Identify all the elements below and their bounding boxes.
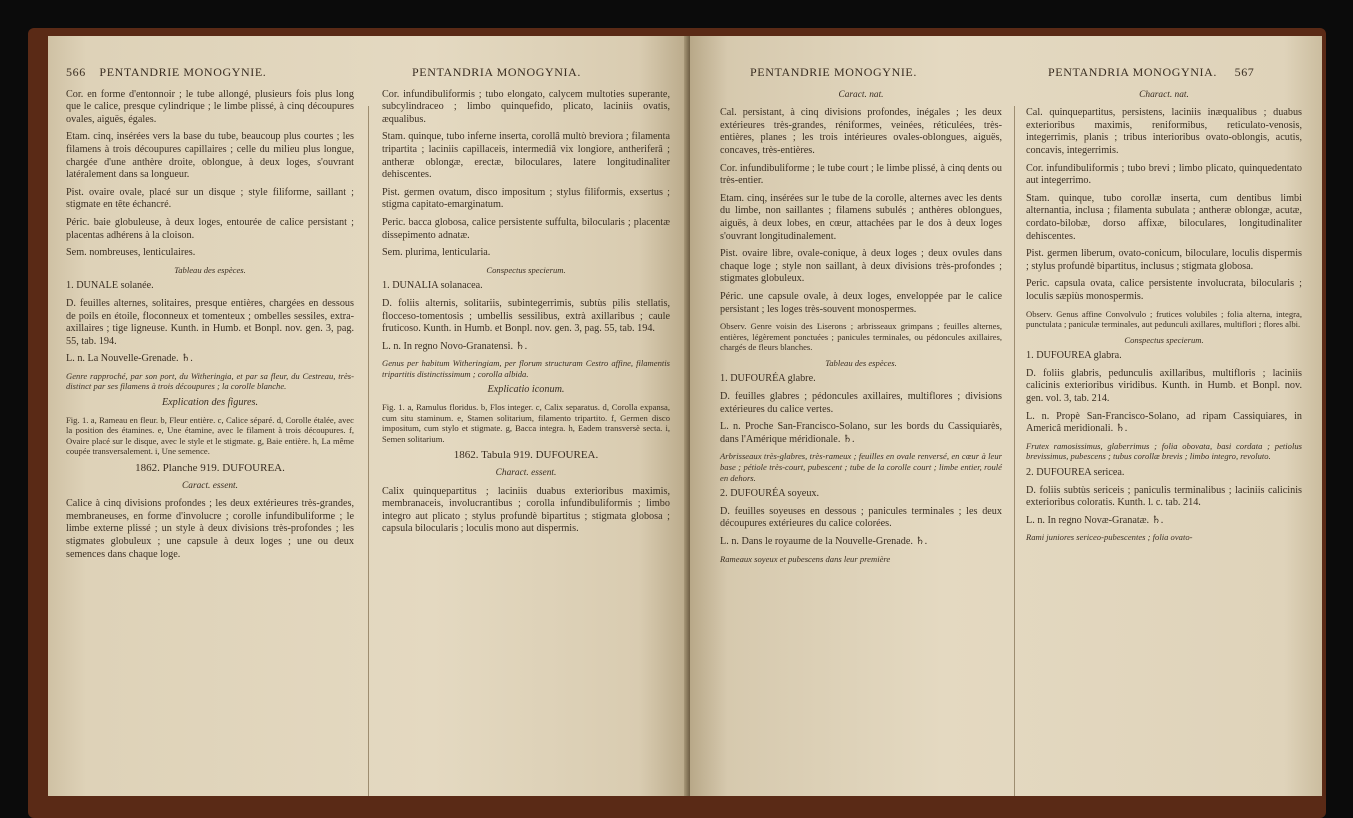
paragraph: Péric. baie globuleuse, à deux loges, entourée de calice persistant ; placentas adhérens à la cloison. [66, 216, 354, 241]
plate-heading: 1862. Planche 919. DUFOUREA. [135, 462, 285, 475]
header-title: PENTANDRIE MONOGYNIE. [99, 65, 267, 79]
species-description: D. feuilles glabres ; pédoncules axillaires, multiflores ; divisions extérieures du calice vertes. [720, 391, 1002, 415]
right-page [690, 36, 1322, 796]
note: Frutex ramosissimus, glaberrimus ; folia obovata, basi cordata ; petiolus brevissimus, pubescens ; tubus corollæ brevis ; limbo integro, revoluto. [1026, 440, 1302, 462]
species-name: 2. DUFOUREA sericea. [1026, 467, 1125, 479]
note: Genus per habitum Witheringiam, per florum structuram Cestro affine, filamentis tripartitis distinctissimum ; corolla albida. [382, 358, 670, 379]
section-title: Tableau des espèces. [174, 264, 246, 275]
right-page-french-column [720, 66, 1002, 569]
right-page-latin-column [1026, 66, 1302, 548]
species-description: D. feuilles soyeuses en dessous ; panicules terminales ; les deux découpures extérieures du calice colorées. [720, 505, 1002, 530]
locality: L. n. In regno Novo-Granatensi. ♄. [382, 340, 528, 352]
paragraph: Sem. plurima, lenticularia. [382, 247, 491, 259]
species-description: D. feuilles alternes, solitaires, presque entières, chargées en dessous de poils en étoile, floconneux et tomenteux ; ombelles sessiles, extra-axillaires ; tige ligneuse. Kunth. in Humb. et Bonpl. nov. gen. 3, pag. 55, tab. 194. [66, 297, 354, 347]
paragraph: Péric. une capsule ovale, à deux loges, enveloppée par le calice persistant ; les loges très-souvent monospermes. [720, 290, 1002, 315]
locality: L. n. La Nouvelle-Grenade. ♄. [66, 353, 193, 365]
paragraph: Pist. germen liberum, ovato-conicum, biloculare, loculis dispermis ; stylus profundè bipartitus, inclusus ; stigmata globosa. [1026, 248, 1302, 272]
locality: L. n. Propè San-Francisco-Solano, ad ripam Cassiquiares, in Americâ meridionali. ♄. [1026, 410, 1302, 435]
header-title: PENTANDRIE MONOGYNIE. [750, 65, 917, 79]
paragraph: Cor. infundibuliformis ; tubo brevi ; limbo plicato, quinquedentato aut integerrimo. [1026, 162, 1302, 187]
section-title: Conspectus specierum. [1124, 334, 1204, 345]
species-name: 2. DUFOURÉA soyeux. [720, 488, 820, 500]
paragraph: Cal. quinquepartitus, persistens, laciniis inæqualibus ; duabus exterioribus maximis, reniformibus, reticulato-venosis, integerrimis, planis ; tribus interioribus ovato-oblongis, acutis, concavis, integerrimis. [1026, 107, 1302, 156]
paragraph: Peric. capsula ovata, calice persistente involucrata, bilocularis ; loculis sæpiùs monospermis. [1026, 278, 1302, 302]
column-rule [1014, 106, 1015, 796]
explanation-title: Explicatio iconum. [487, 384, 565, 396]
running-header [1026, 66, 1302, 79]
locality: L. n. In regno Novæ-Granatæ. ♄. [1026, 514, 1164, 526]
species-description: D. foliis subtùs sericeis ; paniculis terminalibus ; laciniis calicinis exterioribus coloratis. Kunth. l. c. tab. 214. [1026, 484, 1302, 509]
locality: L. n. Proche San-Francisco-Solano, sur les bords du Cassiquiarès, dans l'Amérique méridionale. ♄. [720, 421, 1002, 445]
paragraph: Pist. ovaire libre, ovale-conique, à deux loges ; deux ovules dans chaque loge ; style non saillant, à deux divisions très-profondes ; stigmates globuleux. [720, 248, 1002, 285]
note: Rameaux soyeux et pubescens dans leur première [720, 553, 891, 564]
page-number: 566 [66, 65, 86, 79]
plate-heading: 1862. Tabula 919. DUFOUREA. [453, 449, 599, 462]
note: Rami juniores sericeo-pubescentes ; folia ovato- [1026, 532, 1193, 543]
left-page [48, 36, 690, 796]
species-name: 1. DUNALIA solanacea. [382, 280, 483, 292]
paragraph: Cor. infundibuliformis ; tubo elongato, calycem multoties superante, subcylindraceo ; limbo quinquefido, plicato, laciniis ovatis, æqualibus. [382, 88, 670, 125]
essential-character: Calix quinquepartitus ; laciniis duabus exterioribus maximis, membranaceis, involucrantibus ; corolla infundibuliformis ; limbo integro aut plicato ; stylus profundè bipartitus ; stigmata globosa ; capsula bilocularis ; loculis mono aut dispermis. [382, 485, 670, 535]
left-page-latin-column [382, 66, 670, 541]
explanation-text: Fig. 1. a, Rameau en fleur. b, Fleur entière. c, Calice séparé. d, Corolle étalée, avec la position des étamines. e, Une étamine, avec le filament à trois découpures. f, Ovaire placé sur le disque, avec le style et le stigmate. g, Baie entière. h, La même coupée transversalement. i, Une semence. [66, 414, 354, 457]
essential-character: Calice à cinq divisions profondes ; les deux extérieures très-grandes, membraneuses, en forme d'involucre ; corolle infundibuliforme ; le limbe externe plissé ; un style à deux divisions très-profondes ; les stigmates globuleux ; une capsule à deux loges ; une ou deux semences dans chaque loge. [66, 498, 354, 560]
observation: Observ. Genre voisin des Liserons ; arbrisseaux grimpans ; feuilles alternes, entières, légèrement ponctuées ; panicules terminales, ou pédoncules axillaires, chargés de fleurs blanches. [720, 321, 1002, 353]
left-page-french-column [66, 66, 354, 566]
note: Arbrisseaux très-glabres, très-rameux ; feuilles en ovale renversé, en cœur à leur base ; pétiole très-court, pubescent ; tube de la corolle court ; limbe entier, roulé en dehors. [720, 451, 1002, 483]
paragraph: Pist. ovaire ovale, placé sur un disque ; style filiforme, saillant ; stigmate en tête échancré. [66, 186, 354, 211]
note: Genre rapproché, par son port, du Witheringia, et par sa fleur, du Cestreau, très-distinct par ses filamens à trois découpures ; la corolle blanche. [66, 370, 354, 392]
running-header [382, 66, 670, 79]
paragraph: Pist. germen ovatum, disco impositum ; stylus filiformis, exsertus ; stigma capitato-emarginatum. [382, 186, 670, 211]
species-description: D. foliis glabris, pedunculis axillaribus, multifloris ; laciniis calicinis exterioribus viridibus. Kunth. in Humb. et Bonpl. nov. gen. vol. 3, tab. 214. [1026, 367, 1302, 405]
observation: Observ. Genus affine Convolvulo ; frutices volubiles ; folia alterna, integra, punctulata ; paniculæ terminales, aut pedunculi axillares, multiflori ; flores albi. [1026, 308, 1302, 330]
section-title: Tableau des espèces. [825, 357, 897, 368]
paragraph: Cor. infundibuliforme ; le tube court ; le limbe plissé, à cinq dents ou très-entier. [720, 162, 1002, 187]
species-name: 1. DUNALE solanée. [66, 280, 154, 292]
paragraph: Etam. cinq, insérées sur le tube de la corolle, alternes avec les dents du limbe, non saillantes ; filamens subulés ; anthères oblongues, aiguës, à deux lobes, en cœur, attachées par le dos à deux loges s'ouvrant longitudinalement. [720, 192, 1002, 242]
paragraph: Sem. nombreuses, lenticulaires. [66, 247, 196, 259]
species-name: 1. DUFOUREA glabra. [1026, 350, 1122, 362]
species-description: D. foliis alternis, solitariis, subintegerrimis, subtùs pilis stellatis, flocceso-tomentosis ; umbellis sessilibus, extrà axillaribus ; caule fruticoso. Kunth. in Humb. et Bonpl. nov. gen. 3, pag. 55, tab. 194. [382, 297, 670, 335]
paragraph: Stam. quinque, tubo corollæ inserta, cum dentibus limbi alternantia, inclusa ; filamenta subulata ; antheræ oblongæ, acutæ, cordato-bilobæ, dorso affixæ, biloculares, longitudinaliter dehiscentes. [1026, 192, 1302, 242]
explanation-text: Fig. 1. a, Ramulus floridus. b, Flos integer. c, Calix separatus. d, Corolla expansa, cum situ staminum. e, Stamen solitarium, filamento tripartito. f, Germen disco impositum, cum stylo et stigmate. g, Bacca integra. h, Eadem transversè secta. i, Semen solitarium. [382, 402, 670, 444]
paragraph: Cor. en forme d'entonnoir ; le tube allongé, plusieurs fois plus long que le calice, presque cylindrique ; le limbe plissé, à cinq découpures ovales, aiguës, égales. [66, 88, 354, 125]
running-header [66, 66, 354, 79]
paragraph: Peric. bacca globosa, calice persistente suffulta, bilocularis ; placentæ dissepimento adnatæ. [382, 216, 670, 241]
paragraph: Etam. cinq, insérées vers la base du tube, beaucoup plus courtes ; les filamens à trois découpures capillaires ; celle du milieu plus longue, chargée d'une anthère droite, oblongue, à deux loges, s'ouvrant latéralement dans sa longueur. [66, 131, 354, 181]
paragraph: Cal. persistant, à cinq divisions profondes, inégales ; les deux extérieures très-grandes, réniformes, veinées, réticulées, très-entières, planes ; les trois intérieures ovales-oblongues, aiguës, concaves, très-entières. [720, 107, 1002, 156]
column-rule [368, 106, 369, 796]
running-header [720, 66, 1002, 79]
header-title: PENTANDRIA MONOGYNIA. [412, 65, 581, 79]
header-title: PENTANDRIA MONOGYNIA. [1048, 65, 1217, 79]
character-heading: Caract. nat. [838, 89, 884, 100]
character-heading: Caract. essent. [182, 480, 238, 491]
page-number: 567 [1234, 65, 1255, 79]
section-title: Conspectus specierum. [486, 264, 566, 275]
character-heading: Charact. essent. [495, 468, 557, 479]
species-name: 1. DUFOURÉA glabre. [720, 373, 816, 385]
paragraph: Stam. quinque, tubo inferne inserta, corollâ multò breviora ; filamenta tripartita ; laciniis capillaceis, intermediâ vix longiore, antheriferâ ; antheræ oblongæ, erectæ, biloculares, latere longitudinaliter dehiscentes. [382, 131, 670, 181]
locality: L. n. Dans le royaume de la Nouvelle-Grenade. ♄. [720, 536, 928, 547]
explanation-title: Explication des figures. [161, 397, 259, 409]
character-heading: Charact. nat. [1139, 89, 1189, 100]
